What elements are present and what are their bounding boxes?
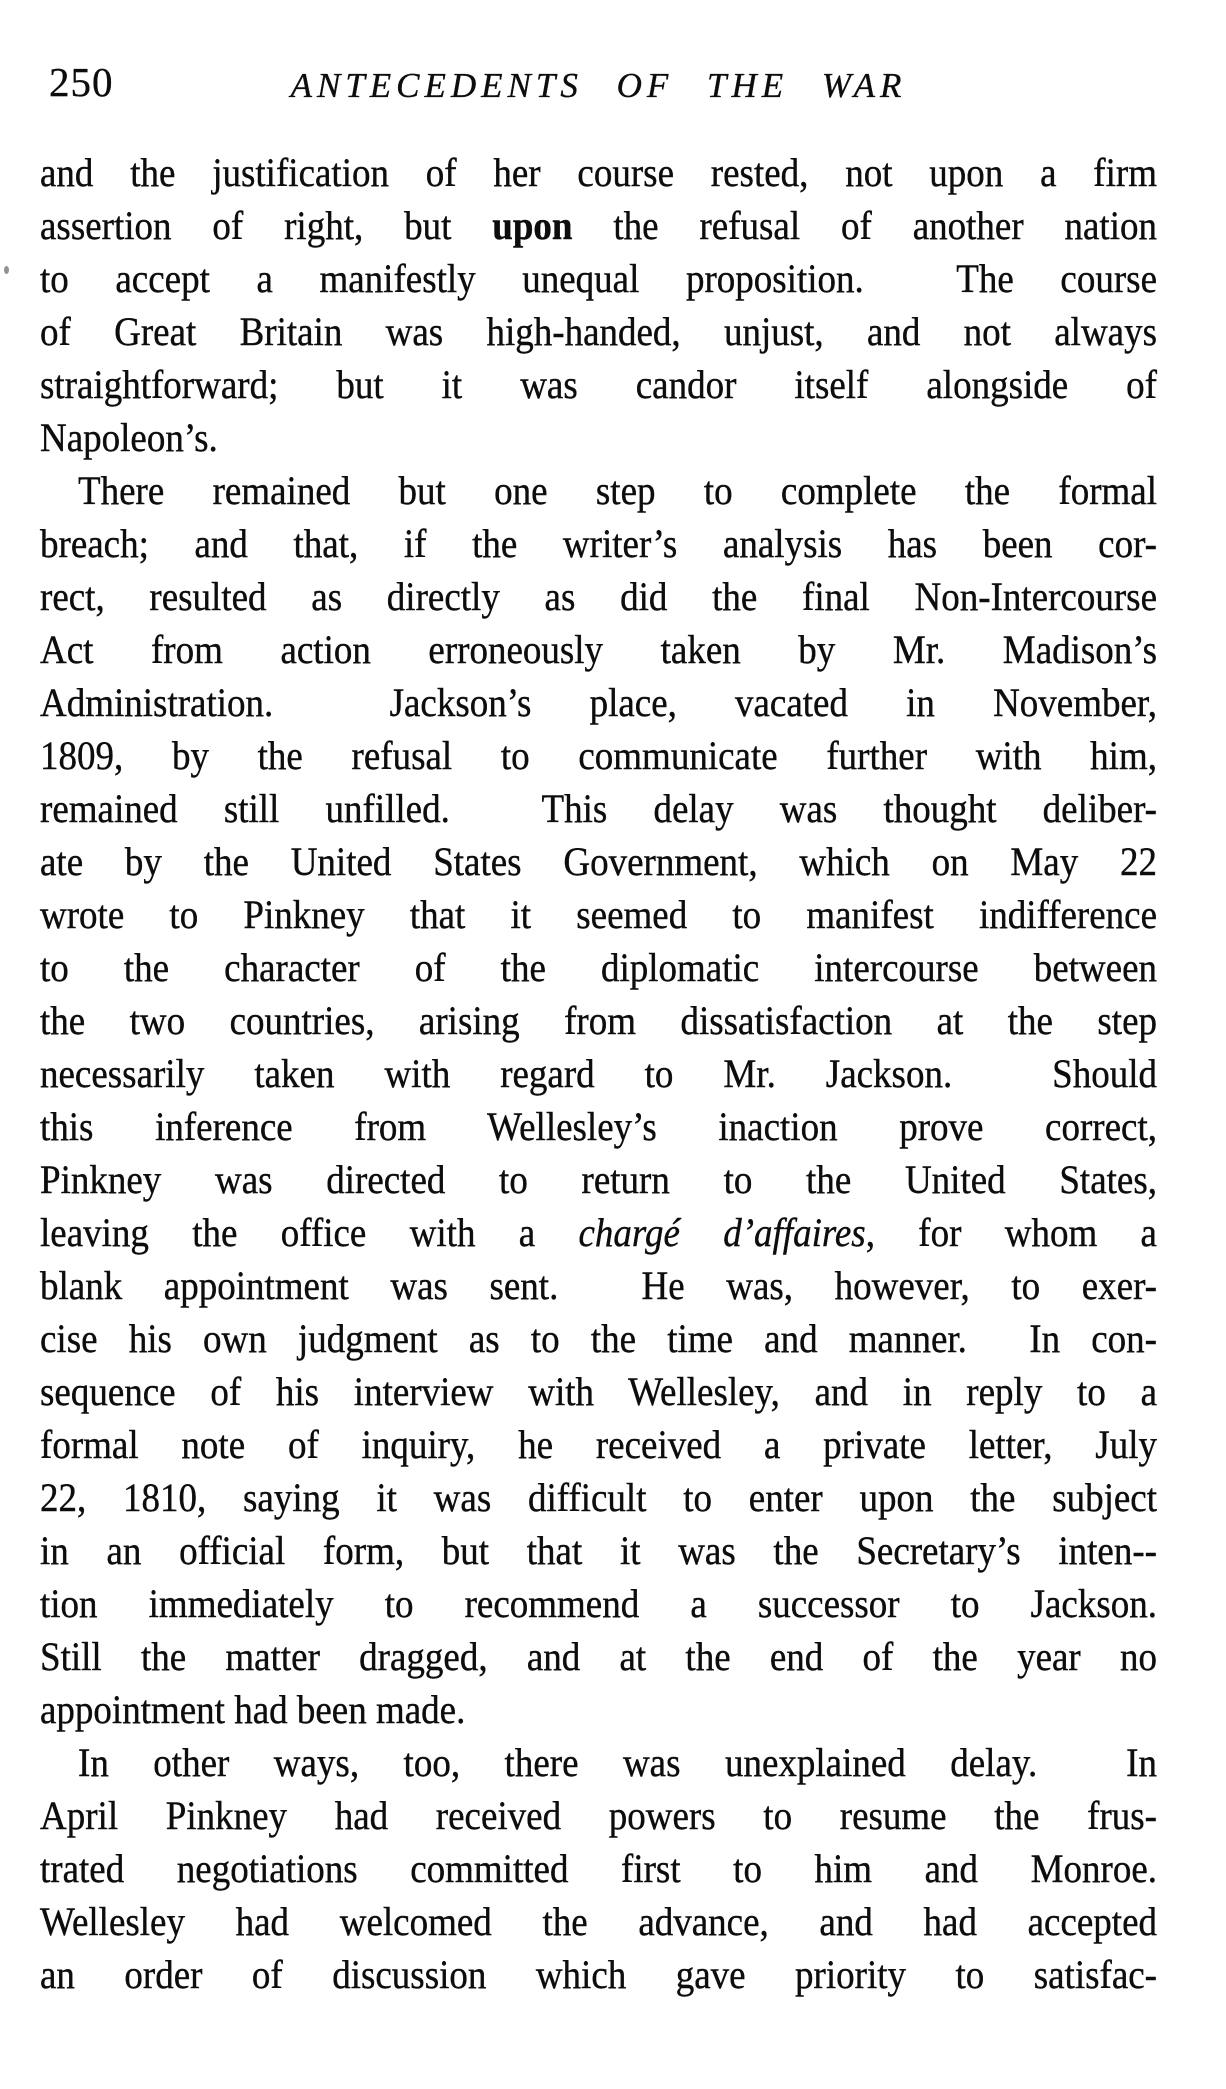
text-line bbox=[40, 992, 1157, 1050]
text-segment: straightforward; but it was candor itself alongside of bbox=[40, 362, 1157, 408]
text-segment: the two countries, arising from dissatisfaction at the step bbox=[40, 998, 1157, 1044]
text-line bbox=[40, 1151, 1157, 1209]
text-segment: Napoleon’s. bbox=[40, 415, 218, 461]
text-segment: ate by the United States Government, which on May 22 bbox=[40, 839, 1157, 885]
text-line bbox=[40, 939, 1157, 997]
text-line bbox=[40, 1363, 1157, 1421]
text-line bbox=[40, 1893, 1157, 1951]
text-line bbox=[40, 250, 1157, 308]
text-line bbox=[40, 1522, 1157, 1580]
text-line bbox=[40, 1204, 1157, 1262]
text-line bbox=[40, 1946, 1157, 2004]
text-segment: assertion of right, but bbox=[40, 203, 493, 249]
text-segment: the refusal of another nation bbox=[572, 203, 1157, 249]
text-segment: Wellesley had welcomed the advance, and had accepted bbox=[40, 1899, 1157, 1945]
text-line bbox=[40, 1840, 1157, 1898]
text-segment: Pinkney was directed to return to the United States, bbox=[40, 1157, 1157, 1203]
text-segment: necessarily taken with regard to Mr. Jackson. Should bbox=[40, 1051, 1157, 1097]
text-line bbox=[40, 1310, 1157, 1368]
text-line bbox=[40, 1628, 1157, 1686]
text-line bbox=[40, 1045, 1157, 1103]
text-segment: to the character of the diplomatic intercourse between bbox=[40, 945, 1157, 991]
text-line bbox=[40, 409, 1157, 467]
text-line bbox=[40, 674, 1157, 732]
text-segment: Still the matter dragged, and at the end of the year no bbox=[40, 1634, 1157, 1680]
text-line bbox=[40, 1681, 1157, 1739]
text-segment: cise his own judgment as to the time and manner. In con- bbox=[40, 1316, 1157, 1362]
text-line bbox=[40, 462, 1157, 520]
text-segment: to accept a manifestly unequal proposition. The course bbox=[40, 256, 1157, 302]
page-number: 250 bbox=[49, 59, 114, 105]
text-line bbox=[40, 886, 1157, 944]
text-segment: formal note of inquiry, he received a private letter, July bbox=[40, 1422, 1157, 1468]
text-line bbox=[40, 1734, 1157, 1792]
text-segment: 1809, by the refusal to communicate further with him, bbox=[40, 733, 1157, 779]
text-segment-italic: chargé d’affaires bbox=[578, 1210, 866, 1256]
text-line bbox=[40, 780, 1157, 838]
text-segment: appointment had been made. bbox=[40, 1687, 466, 1733]
text-line bbox=[40, 1098, 1157, 1156]
text-line bbox=[40, 1416, 1157, 1474]
text-line bbox=[40, 303, 1157, 361]
text-line bbox=[40, 515, 1157, 573]
text-line bbox=[40, 727, 1157, 785]
text-segment: of Great Britain was high-handed, unjust, and not always bbox=[40, 309, 1157, 355]
text-segment: tion immediately to recommend a successor to Jackson. bbox=[40, 1581, 1157, 1627]
text-line bbox=[40, 356, 1157, 414]
text-segment: an order of discussion which gave priority to satisfac- bbox=[40, 1952, 1157, 1998]
text-segment: leaving the office with a bbox=[40, 1210, 579, 1256]
text-segment: In other ways, too, there was unexplained delay. In bbox=[78, 1740, 1157, 1786]
text-segment: blank appointment was sent. He was, however, to exer- bbox=[40, 1263, 1157, 1309]
text-line bbox=[40, 1575, 1157, 1633]
text-line bbox=[40, 1787, 1157, 1845]
page-body bbox=[40, 147, 1157, 2002]
text-segment: Administration. Jackson’s place, vacated in November, bbox=[40, 680, 1157, 726]
text-segment: trated negotiations committed first to him and Monroe. bbox=[40, 1846, 1157, 1892]
text-segment: wrote to Pinkney that it seemed to manifest indifference bbox=[40, 892, 1157, 938]
text-segment: remained still unfilled. This delay was thought deliber- bbox=[40, 786, 1157, 832]
text-line bbox=[40, 197, 1157, 255]
text-line bbox=[40, 1469, 1157, 1527]
text-segment-bold: upon bbox=[492, 203, 573, 249]
text-segment: this inference from Wellesley’s inaction prove correct, bbox=[40, 1104, 1157, 1150]
text-line bbox=[40, 1257, 1157, 1315]
text-segment: sequence of his interview with Wellesley, and in reply to a bbox=[40, 1369, 1157, 1415]
text-segment: Act from action erroneously taken by Mr. Madison’s bbox=[40, 627, 1157, 673]
text-segment: There remained but one step to complete the formal bbox=[78, 468, 1157, 514]
text-line bbox=[40, 621, 1157, 679]
text-segment: in an official form, but that it was the Secretary’s inten-- bbox=[40, 1528, 1157, 1574]
text-line bbox=[40, 568, 1157, 626]
text-segment: April Pinkney had received powers to resume the frus- bbox=[40, 1793, 1157, 1839]
text-segment: , for whom a bbox=[865, 1210, 1157, 1256]
running-head: ANTECEDENTS OF THE WAR bbox=[290, 66, 907, 105]
scan-artifact-dot bbox=[4, 266, 9, 274]
text-segment: 22, 1810, saying it was difficult to enter upon the subject bbox=[40, 1475, 1157, 1521]
text-line bbox=[40, 833, 1157, 891]
text-segment: and the justification of her course rested, not upon a firm bbox=[40, 150, 1157, 196]
text-line bbox=[40, 144, 1157, 202]
text-segment: rect, resulted as directly as did the final Non-Intercourse bbox=[40, 574, 1157, 620]
text-segment: breach; and that, if the writer’s analysis has been cor- bbox=[40, 521, 1157, 567]
